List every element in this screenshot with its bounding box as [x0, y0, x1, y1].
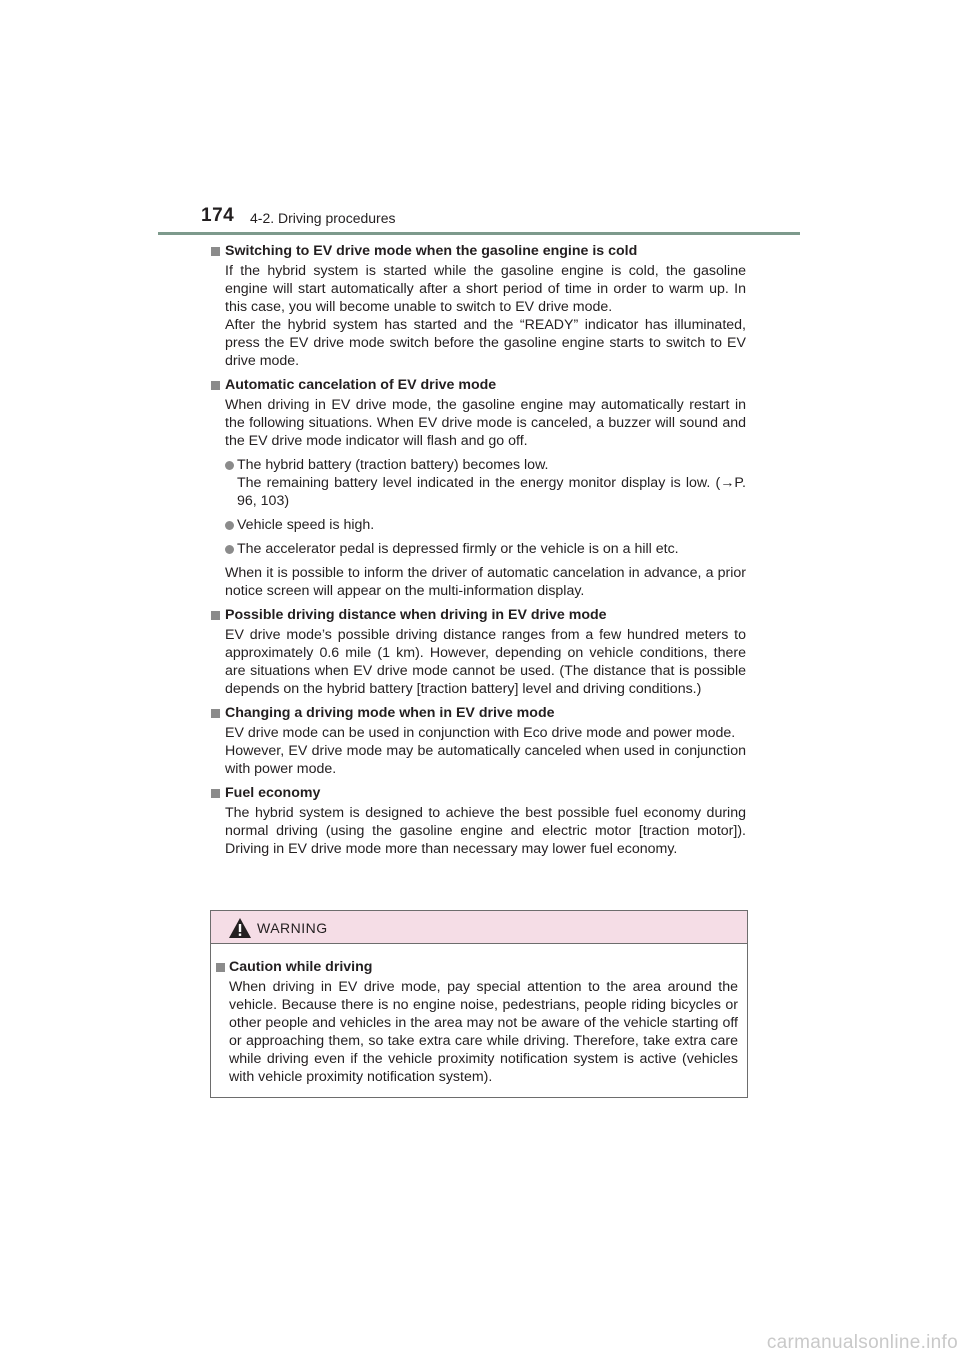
warning-triangle-icon: [228, 917, 252, 939]
paragraph: However, EV drive mode may be automatically canceled when used in conjunction with power mode.: [225, 743, 746, 777]
circle-bullet-icon: [225, 545, 234, 554]
square-bullet-icon: [211, 611, 220, 620]
heading-text: Fuel economy: [225, 785, 321, 801]
square-bullet-icon: [211, 709, 220, 718]
heading-text: Automatic cancelation of EV drive mode: [225, 377, 497, 393]
square-bullet-icon: [211, 247, 220, 256]
heading-text: Caution while driving: [229, 959, 373, 975]
list-item: [225, 456, 746, 510]
circle-bullet-icon: [225, 521, 234, 530]
list-item-text: Vehicle speed is high.: [237, 517, 375, 533]
heading-text: Possible driving distance when driving in EV drive mode: [225, 607, 607, 623]
heading-text: Changing a driving mode when in EV drive mode: [225, 705, 555, 721]
list-item-text: The hybrid battery (traction battery) becomes low.: [237, 457, 549, 473]
paragraph: EV drive mode’s possible driving distance ranges from a few hundred meters to approximately 0.6 mile (1 km). However, depending on vehicle conditions, there are situations when EV drive mode cannot be used. (The distance that is possible depends on the hybrid battery [traction battery] level and driving conditions.): [225, 627, 746, 697]
header-rule: [158, 232, 800, 235]
square-bullet-icon: [211, 789, 220, 798]
section-heading: [210, 242, 746, 260]
square-bullet-icon: [216, 963, 225, 972]
warning-label: WARNING: [257, 920, 328, 936]
page-number: 174: [201, 205, 235, 226]
list-item-note: The remaining battery level indicated in the energy monitor display is low. (→P. 96, 103): [237, 475, 746, 509]
list-item: [225, 516, 746, 534]
list-item: [225, 540, 746, 558]
section-heading: [210, 784, 746, 802]
warning-text: When driving in EV drive mode, pay special attention to the area around the vehicle. Because there is no engine noise, pedestrians, people riding bicycles or other people and vehicles in the area may not be aware of the vehicle starting off or approaching them, so take extra care while driving. Therefore, take extra care while driving even if the vehicle proximity notification system is active (vehicles with vehicle proximity notification system).: [229, 979, 738, 1085]
paragraph: When driving in EV drive mode, the gasoline engine may automatically restart in the following situations. When EV drive mode is canceled, a buzzer will sound and the EV drive mode indicator will flash and go off.: [225, 397, 746, 449]
section-heading: [210, 704, 746, 722]
circle-bullet-icon: [225, 461, 234, 470]
square-bullet-icon: [211, 381, 220, 390]
section-heading: [210, 376, 746, 394]
paragraph: If the hybrid system is started while the gasoline engine is cold, the gasoline engine will start automatically after a short period of time in order to warm up. In this case, you will become unable to switch to EV drive mode.: [225, 263, 746, 315]
warning-header: [211, 911, 747, 944]
main-content: [210, 242, 746, 858]
paragraph: When it is possible to inform the driver of automatic cancelation in advance, a prior notice screen will appear on the multi-information display.: [225, 565, 746, 599]
warning-heading: [211, 958, 738, 976]
section-heading: [210, 606, 746, 624]
section-title: 4-2. Driving procedures: [250, 210, 396, 226]
heading-text: Switching to EV drive mode when the gasoline engine is cold: [225, 243, 638, 259]
watermark: carmanualsonline.info: [766, 1332, 958, 1353]
warning-body: [211, 944, 747, 1086]
warning-box: [210, 910, 748, 1098]
paragraph: After the hybrid system has started and the “READY” indicator has illuminated, press the EV drive mode switch before the gasoline engine starts to switch to EV drive mode.: [225, 317, 746, 369]
paragraph: EV drive mode can be used in conjunction with Eco drive mode and power mode.: [225, 725, 736, 741]
paragraph: The hybrid system is designed to achieve the best possible fuel economy during normal driving (using the gasoline engine and electric motor [traction motor]). Driving in EV drive mode more than necessary may lower fuel economy.: [225, 805, 746, 857]
list-item-text: The accelerator pedal is depressed firmly or the vehicle is on a hill etc.: [237, 541, 679, 557]
